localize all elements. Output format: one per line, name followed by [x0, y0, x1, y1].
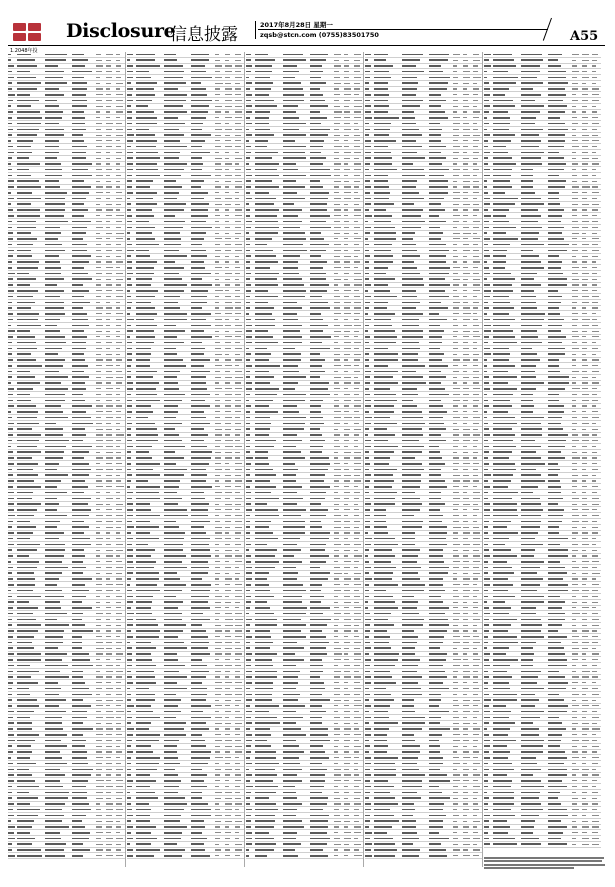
section-title-cn: 信息披露	[170, 25, 238, 45]
table-column	[365, 52, 482, 869]
section-heading: 1.2048年投	[10, 48, 38, 54]
table-column	[246, 52, 363, 869]
top-rule	[8, 45, 605, 46]
publication-date: 2017年8月28日 星期一	[260, 21, 333, 29]
footnote-block	[484, 855, 608, 871]
header-divider	[255, 21, 256, 39]
table-row	[484, 842, 601, 848]
contact-info: zqsb@stcn.com (0755)83501750	[260, 31, 379, 39]
section-title-en: Disclosure	[66, 20, 176, 42]
masthead	[0, 0, 615, 46]
page-number: A55	[570, 29, 599, 44]
table-column	[8, 52, 125, 869]
table-row	[246, 853, 363, 859]
column-divider	[363, 52, 364, 867]
column-divider	[244, 52, 245, 867]
table-column	[127, 52, 244, 869]
table-row	[8, 853, 125, 859]
column-divider	[125, 52, 126, 867]
table-row	[365, 853, 482, 859]
newspaper-logo	[13, 23, 45, 41]
table-column	[484, 52, 601, 869]
header-rule	[258, 29, 548, 30]
footnote-text-lines	[484, 857, 608, 870]
table-row	[127, 853, 244, 859]
column-divider	[482, 52, 483, 867]
